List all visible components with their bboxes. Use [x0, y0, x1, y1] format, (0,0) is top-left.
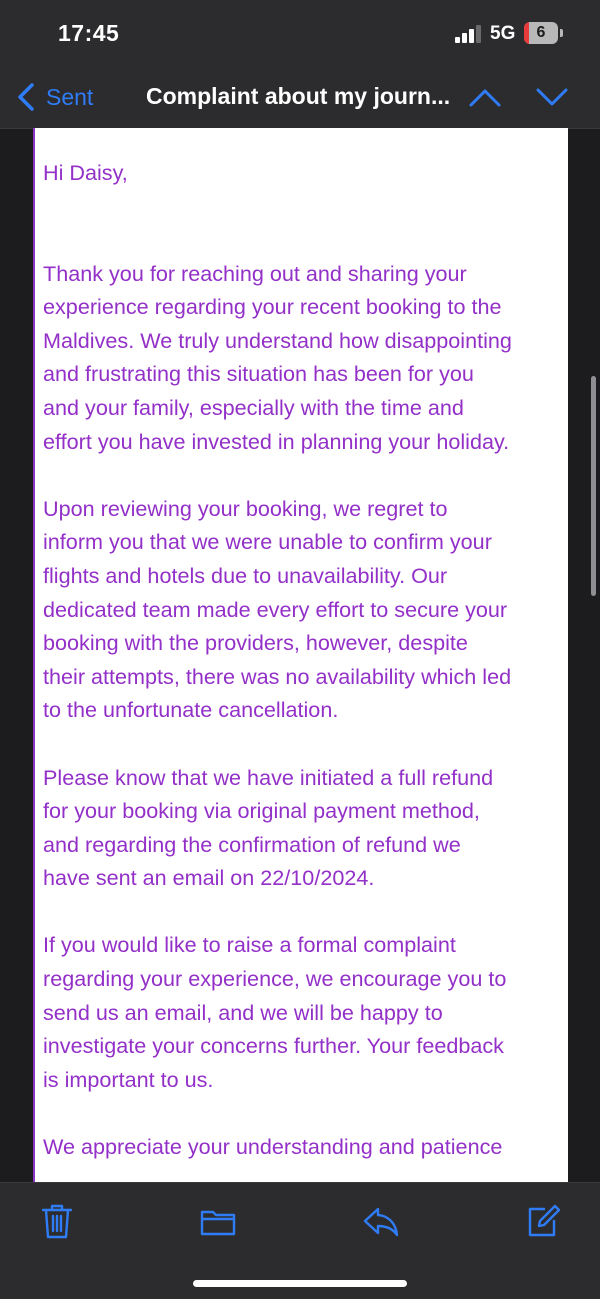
chevron-left-icon	[16, 82, 36, 112]
scroll-indicator[interactable]	[591, 376, 596, 596]
email-line: and frustrating this situation has been for you	[43, 361, 474, 387]
email-line: effort you have invested in planning your holiday.	[43, 428, 510, 454]
email-line: to the unfortunate cancellation.	[43, 697, 339, 723]
folder-icon[interactable]	[198, 1201, 238, 1241]
previous-message-icon[interactable]	[468, 82, 502, 112]
status-bar	[0, 0, 600, 66]
email-line: and regarding the confirmation of refund we	[43, 831, 461, 857]
email-line: regarding your experience, we encourage you to	[43, 966, 507, 992]
email-paragraph	[43, 928, 568, 1096]
next-message-icon[interactable]	[535, 82, 569, 112]
email-line: is important to us.	[43, 1066, 214, 1092]
email-paragraph	[43, 761, 568, 895]
email-paragraph	[43, 257, 568, 459]
email-paragraph	[43, 492, 568, 727]
trash-icon[interactable]	[37, 1201, 77, 1241]
signal-icon	[455, 25, 483, 43]
battery-level: 6	[536, 24, 546, 41]
email-line: booking with the providers, however, despite	[43, 630, 468, 656]
email-line: experience regarding your recent booking to the	[43, 294, 502, 320]
email-line: and your family, especially with the time and	[43, 394, 464, 420]
network-type: 5G	[490, 23, 516, 44]
back-button[interactable]	[16, 80, 93, 114]
compose-icon[interactable]	[524, 1201, 564, 1241]
email-line: flights and hotels due to unavailability. Our	[43, 562, 448, 588]
reply-icon[interactable]	[361, 1201, 401, 1241]
status-time: 17:45	[58, 20, 120, 46]
email-body	[35, 128, 568, 1164]
battery-cap	[560, 29, 563, 37]
email-line: for your booking via original payment method,	[43, 798, 480, 824]
email-line: We appreciate your understanding and patience	[43, 1134, 503, 1160]
email-greeting: Hi Daisy,	[43, 160, 128, 185]
email-line: send us an email, and we will be happy to	[43, 999, 443, 1025]
email-line: Please know that we have initiated a full refund	[43, 764, 494, 790]
back-label: Sent	[46, 83, 94, 110]
email-line: Upon reviewing your booking, we regret to	[43, 495, 448, 521]
email-line: If you would like to raise a formal complaint	[43, 932, 456, 958]
battery-icon	[524, 22, 558, 44]
email-line: their attempts, there was no availability which led	[43, 663, 512, 689]
email-line: inform you that we were unable to confirm your	[43, 529, 492, 555]
email-line: investigate your concerns further. Your feedback	[43, 1033, 504, 1059]
email-line: dedicated team made every effort to secure your	[43, 596, 508, 622]
nav-bar	[0, 66, 600, 129]
email-line: Thank you for reaching out and sharing your	[43, 260, 467, 286]
email-body-panel	[33, 128, 568, 1182]
email-subject-title: Complaint about my journ...	[146, 83, 451, 109]
email-paragraph	[43, 1130, 568, 1164]
email-line: have sent an email on 22/10/2024.	[43, 865, 375, 891]
email-line: Maldives. We truly understand how disappointing	[43, 327, 512, 353]
home-indicator[interactable]	[193, 1280, 407, 1287]
